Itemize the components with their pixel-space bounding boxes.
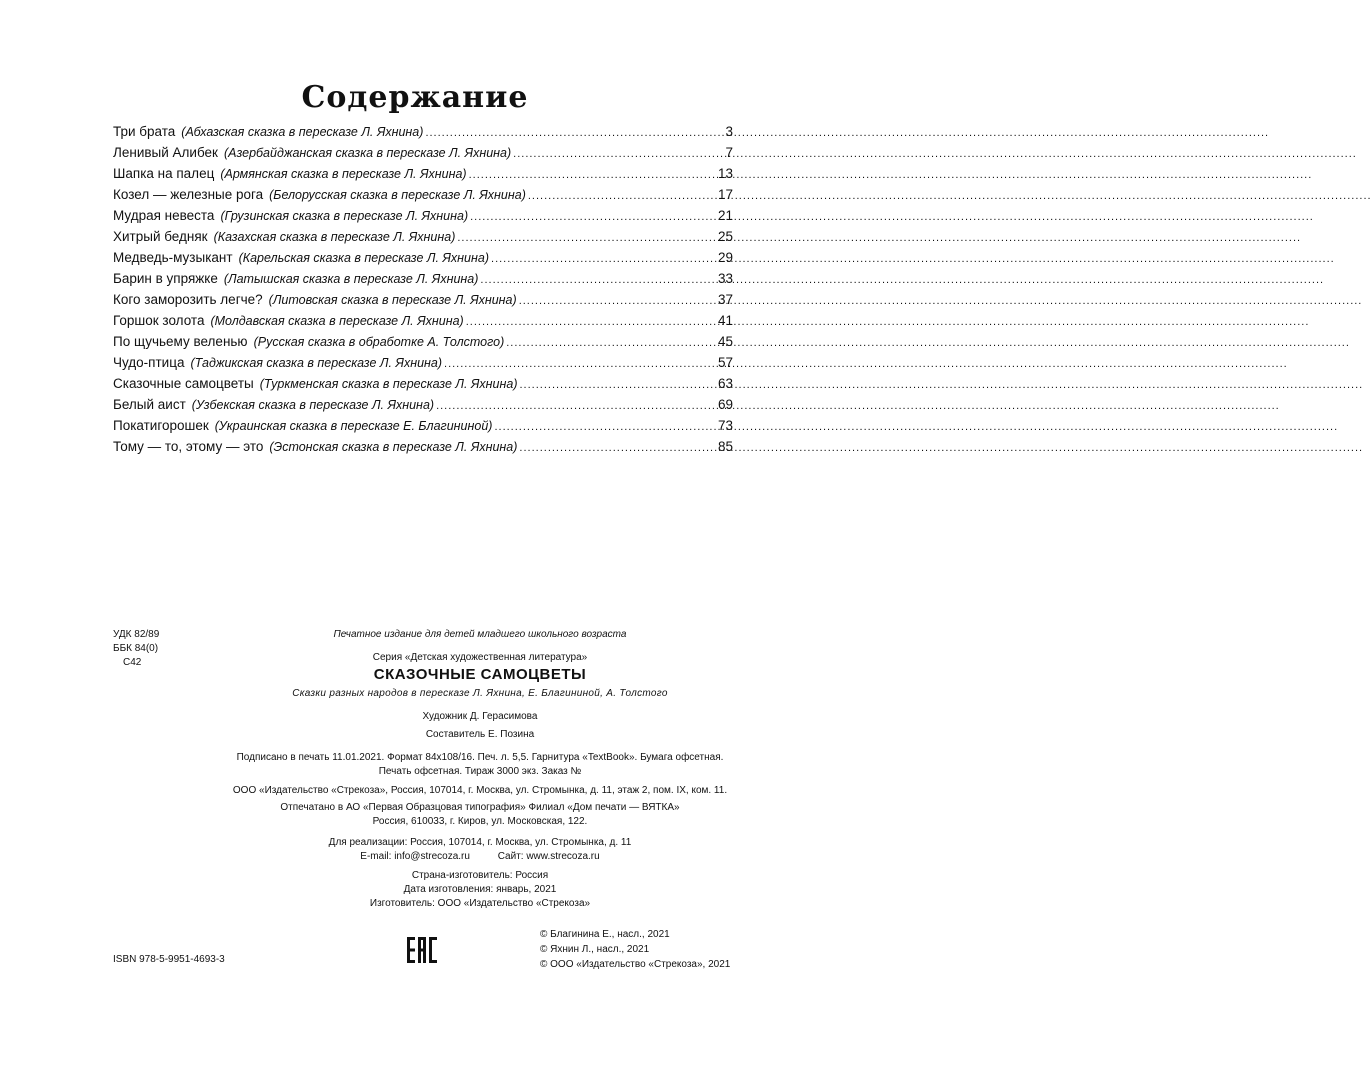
toc-item-page: 17 (717, 187, 733, 202)
toc-title: Содержание (301, 80, 529, 115)
toc-item-page: 63 (717, 376, 733, 391)
toc-item (113, 313, 733, 334)
sales-email-site: E-mail: info@strecoza.ru Сайт: www.strecoza.ru (360, 851, 600, 862)
toc-item (113, 355, 733, 376)
toc-item-page: 33 (717, 271, 733, 286)
toc-item-page: 13 (717, 166, 733, 181)
toc-item (113, 418, 733, 439)
toc-item (113, 145, 733, 166)
toc-leader (519, 439, 716, 454)
toc-item-source: (Белорусская сказка в пересказе Л. Яхнина) (269, 188, 526, 202)
toc-item-page: 7 (725, 145, 733, 160)
date-line: Дата изготовления: январь, 2021 (403, 884, 557, 895)
toc-item (113, 187, 733, 208)
toc-item-title: Тому — то, этому — это (113, 439, 264, 454)
copyright-block (540, 927, 730, 972)
isbn: ISBN 978-5-9951-4693-3 (113, 954, 225, 965)
toc-item-title: Три брата (113, 124, 176, 139)
toc-item (113, 166, 733, 187)
age-note: Печатное издание для детей младшего школьного возраста (333, 629, 627, 640)
toc-leader (513, 145, 723, 160)
print-details-line1: Подписано в печать 11.01.2021. Формат 84х108/16. Печ. л. 5,5. Гарнитура «TextBook». Бумага офсетная. (236, 752, 724, 763)
toc-item-source: (Азербайджанская сказка в пересказе Л. Яхнина) (223, 146, 512, 160)
toc-item-title: Мудрая невеста (113, 208, 215, 223)
toc-item-source: (Украинская сказка в пересказе Е. Благининой) (214, 419, 493, 433)
udk-code: УДК 82/89 (113, 629, 160, 640)
toc-item-source: (Узбекская сказка в пересказе Л. Яхнина) (191, 398, 435, 412)
book-title: СКАЗОЧНЫЕ САМОЦВЕТЫ (373, 666, 587, 683)
toc-item (113, 271, 733, 292)
toc-item-source: (Грузинская сказка в пересказе Л. Яхнина) (220, 209, 469, 223)
toc-item-title: Кого заморозить легче? (113, 292, 263, 307)
toc-list (113, 124, 733, 460)
toc-leader (480, 271, 716, 286)
book-subtitle: Сказки разных народов в пересказе Л. Яхнина, Е. Благининой, А. Толстого (292, 688, 668, 699)
toc-item-page: 21 (717, 208, 733, 223)
toc-leader (466, 313, 716, 328)
toc-item-title: Шапка на палец (113, 166, 215, 181)
toc-item (113, 397, 733, 418)
toc-item (113, 292, 733, 313)
copyright-line: © Благинина Е., насл., 2021 (540, 929, 670, 940)
toc-item-title: Белый аист (113, 397, 186, 412)
toc-item-source: (Армянская сказка в пересказе Л. Яхнина) (220, 167, 467, 181)
toc-item-page: 25 (717, 229, 733, 244)
toc-leader (457, 229, 716, 244)
toc-item-page: 29 (717, 250, 733, 265)
toc-item-page: 3 (725, 124, 733, 139)
bbk-code: ББК 84(0) (113, 643, 159, 654)
print-details-line2: Печать офсетная. Тираж 3000 экз. Заказ № (378, 766, 582, 777)
toc-item (113, 439, 733, 460)
toc-item-page: 45 (717, 334, 733, 349)
manufacturer-info (200, 869, 760, 911)
series-line: Серия «Детская художественная литература» (372, 652, 588, 663)
toc-item-page: 69 (717, 397, 733, 412)
toc-item-title: Покатигорошек (113, 418, 209, 433)
classification-codes (113, 628, 159, 670)
toc-leader (494, 418, 716, 433)
toc-item-source: (Молдавская сказка в пересказе Л. Яхнина) (210, 314, 464, 328)
toc-item-source: (Латышская сказка в пересказе Л. Яхнина) (223, 272, 479, 286)
artist-line: Художник Д. Герасимова (422, 711, 538, 722)
copyright-line: © ООО «Издательство «Стрекоза», 2021 (540, 959, 731, 970)
toc-item (113, 124, 733, 145)
toc-leader (470, 208, 716, 223)
toc-item-title: Горшок золота (113, 313, 205, 328)
toc-item-page: 85 (717, 439, 733, 454)
toc-item (113, 334, 733, 355)
compiler-line: Составитель Е. Позина (425, 729, 535, 740)
toc-leader (425, 124, 723, 139)
copyright-line: © Яхнин Л., насл., 2021 (540, 944, 650, 955)
toc-item (113, 376, 733, 397)
toc-item-title: По щучьему веленью (113, 334, 248, 349)
toc-item-title: Медведь-музыкант (113, 250, 233, 265)
toc-leader (436, 397, 716, 412)
toc-item-source: (Литовская сказка в пересказе Л. Яхнина) (268, 293, 517, 307)
sales-contacts (200, 836, 760, 864)
toc-leader (528, 187, 716, 202)
printing-house (200, 801, 760, 829)
toc-item-title: Сказочные самоцветы (113, 376, 254, 391)
author-code: С42 (123, 657, 142, 668)
toc-item-title: Ленивый Алибек (113, 145, 218, 160)
toc-leader (506, 334, 716, 349)
toc-item-source: (Эстонская сказка в пересказе Л. Яхнина) (269, 440, 518, 454)
toc-item-source: (Казахская сказка в пересказе Л. Яхнина) (213, 230, 456, 244)
toc-leader (491, 250, 716, 265)
toc-item-source: (Таджикская сказка в пересказе Л. Яхнина) (190, 356, 443, 370)
toc-leader (444, 355, 716, 370)
toc-item (113, 208, 733, 229)
toc-item (113, 229, 733, 250)
toc-item-page: 37 (717, 292, 733, 307)
toc-item-source: (Карельская сказка в пересказе Л. Яхнина) (238, 251, 490, 265)
toc-item-title: Чудо-птица (113, 355, 185, 370)
toc-leader (469, 166, 716, 181)
toc-item-title: Барин в упряжке (113, 271, 218, 286)
print-details (200, 751, 760, 779)
toc-item-source: (Абхазская сказка в пересказе Л. Яхнина) (181, 125, 424, 139)
eac-mark-icon (407, 937, 437, 963)
toc-item-title: Козел — железные рога (113, 187, 264, 202)
toc-item-source: (Русская сказка в обработке А. Толстого) (253, 335, 505, 349)
sales-address: Для реализации: Россия, 107014, г. Москва, ул. Стромынка, д. 11 (328, 837, 632, 848)
toc-item-page: 57 (717, 355, 733, 370)
printing-house-line1: Отпечатано в АО «Первая Образцовая типография» Филиал «Дом печати — ВЯТКА» (280, 802, 680, 813)
toc-leader (520, 376, 716, 391)
printing-house-line2: Россия, 610033, г. Киров, ул. Московская, 122. (372, 816, 588, 827)
toc-item (113, 250, 733, 271)
toc-item-page: 41 (717, 313, 733, 328)
toc-item-source: (Туркменская сказка в пересказе Л. Яхнина) (259, 377, 518, 391)
publisher-address: ООО «Издательство «Стрекоза», Россия, 107014, г. Москва, ул. Стромынка, д. 11, этаж 2, пом. IX, ком. 11. (232, 785, 728, 796)
toc-item-page: 73 (717, 418, 733, 433)
country-line: Страна-изготовитель: Россия (411, 870, 549, 881)
toc-leader (519, 292, 716, 307)
manufacturer-line: Изготовитель: ООО «Издательство «Стрекоза» (369, 898, 591, 909)
toc-item-title: Хитрый бедняк (113, 229, 208, 244)
